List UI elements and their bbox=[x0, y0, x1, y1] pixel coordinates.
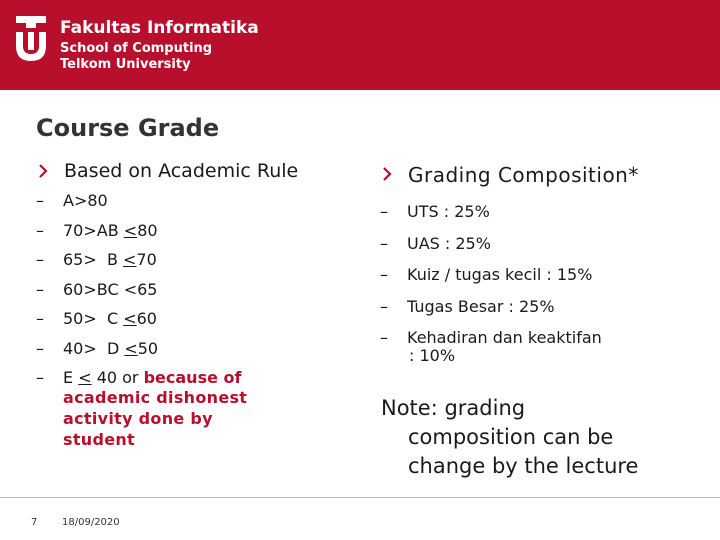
footer-date: 18/09/2020 bbox=[62, 517, 120, 528]
dash-marker: – bbox=[36, 309, 44, 328]
grade-rule-text bbox=[63, 250, 157, 269]
academic-rule-heading-text: Based on Academic Rule bbox=[64, 160, 299, 182]
list-item bbox=[36, 222, 356, 252]
dash-marker: – bbox=[380, 202, 388, 221]
grade-rule-value: 80 bbox=[137, 220, 158, 240]
dishonesty-note-line-4: student bbox=[63, 430, 136, 449]
page-number: 7 bbox=[31, 517, 38, 528]
telkom-university-logo bbox=[12, 14, 50, 64]
composition-note bbox=[381, 394, 701, 481]
footer-divider bbox=[0, 497, 720, 498]
grading-composition-heading bbox=[380, 163, 710, 187]
note-line-1: Note: grading bbox=[381, 396, 526, 420]
composition-list bbox=[380, 203, 710, 365]
list-item bbox=[36, 251, 356, 281]
grade-rule-operator: < bbox=[123, 220, 138, 240]
grade-rule-prefix: E bbox=[63, 368, 79, 387]
list-item bbox=[36, 192, 356, 222]
chevron-right-icon bbox=[38, 164, 48, 178]
grade-rule-text bbox=[63, 339, 158, 358]
note-line-3: change by the lecture bbox=[408, 454, 639, 478]
grade-rule-text: 60>BC <65 bbox=[63, 279, 158, 299]
list-item bbox=[380, 203, 710, 235]
grade-rule-prefix: 65> B bbox=[63, 250, 123, 269]
slide-header bbox=[0, 0, 720, 90]
university-name: Telkom University bbox=[60, 57, 191, 72]
grade-rule-text bbox=[63, 221, 158, 240]
dash-marker: – bbox=[380, 265, 388, 284]
grade-rule-operator: < bbox=[123, 250, 137, 269]
composition-text: UTS : 25% bbox=[407, 202, 490, 221]
grade-rule-value: 70 bbox=[136, 250, 157, 269]
note-line-2: composition can be bbox=[408, 425, 614, 449]
grade-rule-prefix: 50> C bbox=[63, 309, 124, 328]
list-item bbox=[380, 329, 710, 365]
composition-text-continued: : 10% bbox=[409, 346, 456, 365]
grade-rule-text bbox=[63, 309, 157, 328]
composition-text: UAS : 25% bbox=[407, 233, 491, 253]
academic-rule-heading bbox=[36, 160, 356, 182]
slide-title: Course Grade bbox=[36, 114, 220, 142]
dash-marker: – bbox=[36, 191, 44, 210]
faculty-title: Fakultas Informatika bbox=[60, 18, 259, 38]
dishonesty-note-line-1: because of bbox=[143, 368, 242, 387]
dishonesty-note-line-2: academic dishonest bbox=[63, 388, 248, 407]
grade-rule-list bbox=[36, 192, 356, 450]
academic-rule-column bbox=[36, 160, 356, 450]
dash-marker: – bbox=[36, 338, 44, 358]
dash-marker: – bbox=[36, 220, 44, 240]
school-name: School of Computing bbox=[60, 41, 213, 56]
list-item bbox=[380, 266, 710, 298]
grade-rule-text: A>80 bbox=[63, 191, 108, 210]
dash-marker: – bbox=[36, 250, 44, 269]
composition-text: Kuiz / tugas kecil : 15% bbox=[407, 265, 593, 284]
list-item bbox=[36, 369, 356, 450]
dash-marker: – bbox=[36, 368, 44, 387]
dishonesty-note-line-3: activity done by bbox=[63, 409, 213, 428]
grade-rule-prefix: 70>AB bbox=[63, 220, 124, 240]
grade-rule-operator: < bbox=[124, 338, 138, 358]
dash-marker: – bbox=[36, 279, 44, 299]
grading-composition-heading-text: Grading Composition* bbox=[408, 163, 639, 187]
list-item bbox=[36, 340, 356, 370]
grade-rule-prefix: 40> D bbox=[63, 338, 125, 358]
dash-marker: – bbox=[380, 296, 388, 316]
composition-text: Tugas Besar : 25% bbox=[407, 296, 555, 316]
dash-marker: – bbox=[380, 328, 388, 347]
chevron-right-icon bbox=[382, 167, 392, 181]
grade-rule-value: 40 or bbox=[91, 368, 144, 387]
list-item bbox=[380, 298, 710, 330]
composition-text: Kehadiran dan keaktifan bbox=[407, 328, 602, 347]
grade-rule-operator: < bbox=[78, 368, 92, 387]
list-item bbox=[380, 235, 710, 267]
list-item bbox=[36, 310, 356, 340]
grade-rule-text bbox=[63, 369, 356, 387]
list-item bbox=[36, 281, 356, 311]
grade-rule-value: 50 bbox=[137, 338, 159, 358]
grade-rule-value: 60 bbox=[136, 309, 157, 328]
grade-rule-operator: < bbox=[123, 309, 137, 328]
grading-composition-column bbox=[380, 163, 710, 365]
dash-marker: – bbox=[380, 233, 388, 253]
